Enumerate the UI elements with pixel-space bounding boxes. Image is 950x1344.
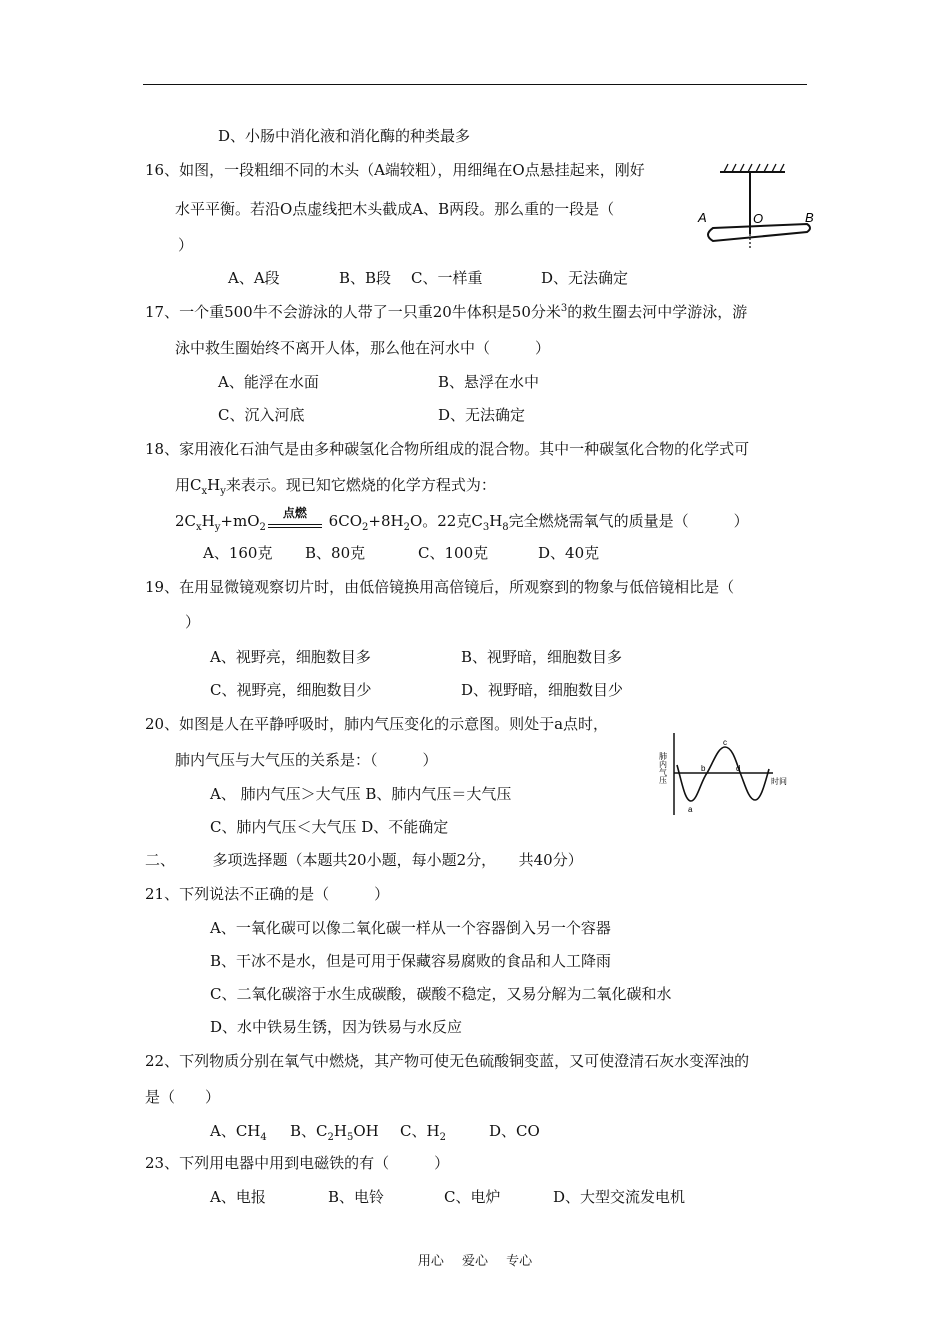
lever-label-b: B [805, 210, 814, 225]
q16-option-d: D、无法确定 [541, 269, 629, 287]
lever-label-o: O [753, 211, 764, 226]
q21-option-b: B、干冰不是水，但是可用于保藏容易腐败的食品和人工降雨 [210, 952, 612, 970]
q18-option-c: C、100克 [418, 544, 489, 562]
point-label-d: d [736, 764, 741, 773]
q17-option-c: C、沉入河底 [218, 406, 305, 424]
q22-stem-line1: 22、下列物质分别在氧气中燃烧，其产物可使无色硫酸铜变蓝，又可使澄清石灰水变浑浊的 [145, 1052, 750, 1070]
q21-option-c: C、二氧化碳溶于水生成碳酸，碳酸不稳定，又易分解为二氧化碳和水 [210, 985, 672, 1003]
q20-options-row2: C、肺内气压＜大气压 D、不能确定 [210, 818, 449, 836]
q22-option-c: C、$H_2$ [400, 1122, 446, 1143]
lever-figure [695, 160, 825, 256]
point-label-c: c [723, 738, 727, 747]
lever-label-a: A [698, 210, 707, 225]
q16-stem-line1: 16、如图，一段粗细不同的木头（A端较粗），用细绳在O点悬挂起来，刚好 [145, 161, 645, 179]
q19-option-b: B、视野暗，细胞数目多 [461, 648, 623, 666]
q17-option-d: D、无法确定 [438, 406, 526, 424]
q23-option-a: A、电报 [210, 1188, 266, 1206]
q22-option-a: A、$CH_4$ [210, 1122, 267, 1143]
q22-option-d: D、CO [489, 1122, 540, 1140]
header-rule [143, 84, 807, 85]
point-label-a: a [688, 805, 693, 814]
q17-stem-line1: 17、一个重500牛不会游泳的人带了一只重20牛体积是50分米$^3$的救生圈去河中学游泳，游 [145, 303, 748, 321]
lung-pressure-figure [655, 725, 805, 820]
q21-stem: 21、下列说法不正确的是（ ） [145, 885, 390, 903]
q18-stem-line2: 用$C_xH_y$来表示。现已知它燃烧的化学方程式为： [175, 476, 496, 497]
q16-option-b: B、B段 [339, 269, 392, 287]
q16-option-a: A、A段 [228, 269, 280, 287]
y-axis-label: 肺内气压 [658, 752, 668, 784]
q19-stem-line2: ） [185, 613, 201, 631]
q18-equation: $2C_xH_y+mO_2$ 点燃 $6CO_2+8H_2O$。22克$C_3H_8$完全燃烧需氧气的质量是（ ） [175, 511, 749, 532]
q15-option-d: D、小肠中消化液和消化酶的种类最多 [218, 127, 471, 145]
q17-option-a: A、能浮在水面 [218, 373, 319, 391]
q21-option-d: D、水中铁易生锈，因为铁易与水反应 [210, 1018, 463, 1036]
q22-option-b: B、$C_2H_5OH$ [290, 1122, 379, 1143]
q20-stem-line2: 肺内气压与大气压的关系是：（ ） [175, 751, 438, 769]
q19-option-c: C、视野亮，细胞数目少 [210, 681, 372, 699]
q23-stem: 23、下列用电器中用到电磁铁的有（ ） [145, 1154, 450, 1172]
q18-option-b: B、80克 [305, 544, 366, 562]
q18-stem-line1: 18、家用液化石油气是由多种碳氢化合物所组成的混合物。其中一种碳氢化合物的化学式可 [145, 440, 750, 458]
q17-option-b: B、悬浮在水中 [438, 373, 540, 391]
q18-option-a: A、160克 [203, 544, 273, 562]
q22-stem-line2: 是（ ） [145, 1088, 221, 1106]
q20-stem-line1: 20、如图是人在平静呼吸时，肺内气压变化的示意图。则处于a点时， [145, 715, 609, 733]
page-footer: 用心 爱心 专心 [417, 1254, 533, 1269]
q16-option-c: C、一样重 [411, 269, 483, 287]
reaction-arrow [266, 506, 324, 532]
q18-option-d: D、40克 [538, 544, 600, 562]
q19-option-d: D、视野暗，细胞数目少 [461, 681, 624, 699]
q23-option-d: D、大型交流发电机 [553, 1188, 686, 1206]
point-label-b: b [701, 764, 706, 773]
q20-options-row1: A、 肺内气压＞大气压 B、肺内气压＝大气压 [210, 785, 512, 803]
q23-option-c: C、电炉 [444, 1188, 501, 1206]
q21-option-a: A、一氧化碳可以像二氧化碳一样从一个容器倒入另一个容器 [210, 919, 611, 937]
q17-stem-line2: 泳中救生圈始终不离开人体，那么他在河水中（ ） [175, 339, 551, 357]
section-2-heading: 二、 多项选择题（本题共20小题，每小题2分， 共40分） [145, 851, 583, 869]
x-axis-label: 时间 [771, 777, 787, 786]
q19-stem-line1: 19、在用显微镜观察切片时，由低倍镜换用高倍镜后，所观察到的物象与低倍镜相比是（ [145, 578, 735, 596]
reaction-condition: 点燃 [282, 506, 307, 520]
q23-option-b: B、电铃 [328, 1188, 385, 1206]
q19-option-a: A、视野亮，细胞数目多 [210, 648, 371, 666]
q16-stem-line3: ） [178, 236, 194, 254]
q16-stem-line2: 水平平衡。若沿O点虚线把木头截成A、B两段。那么重的一段是（ [175, 200, 615, 218]
